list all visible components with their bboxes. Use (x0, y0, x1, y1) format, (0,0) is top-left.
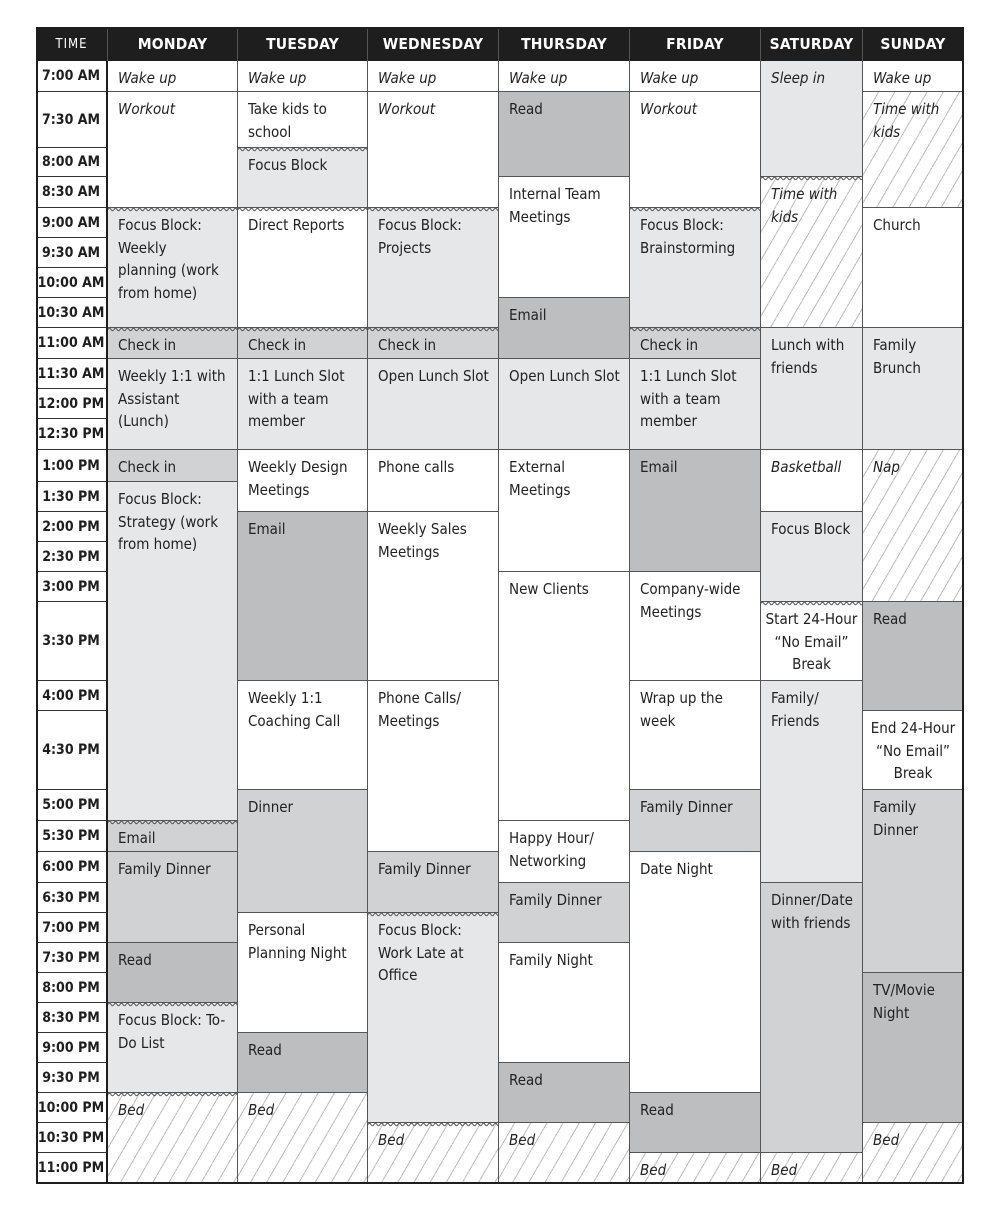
time-label: 8:00 AM (36, 148, 108, 177)
friday-event-date-night (630, 852, 761, 1093)
tuesday-event-direct-reports (238, 208, 368, 328)
thursday-event-bed (499, 1123, 630, 1184)
wavy-divider (368, 208, 498, 212)
time-label: 11:30 AM (36, 359, 108, 389)
time-label: 3:30 PM (36, 602, 108, 681)
event-label: Focus Block (771, 520, 851, 538)
event-label: Email (118, 829, 156, 847)
friday-event-focus-block-brainstorming (630, 208, 761, 328)
wednesday-event-workout (368, 92, 499, 208)
monday-event-check-in-w-team (108, 450, 238, 482)
saturday-event-lunch-with-friends (761, 328, 863, 450)
wavy-divider (238, 208, 367, 212)
event-label: 1:1 Lunch Slot with a team member (640, 367, 737, 430)
time-label: 7:30 PM (36, 943, 108, 973)
event-label: Phone calls (378, 458, 455, 476)
event-label: Family Dinner (509, 891, 602, 909)
wednesday-event-focus-block-work-late-at-office (368, 913, 499, 1123)
event-label: Company-wide Meetings (640, 580, 741, 621)
thursday-event-family-dinner (499, 883, 630, 943)
event-label: Happy Hour/ Networking (509, 829, 594, 870)
event-label: Family Dinner (640, 798, 733, 816)
thursday-event-internal-team-meetings (499, 177, 630, 298)
tuesday-event-check-in-w-team (238, 328, 368, 359)
tuesday-event-email (238, 512, 368, 681)
wavy-divider (108, 208, 237, 212)
event-label: Focus Block: Projects (378, 216, 462, 257)
time-label: 4:30 PM (36, 711, 108, 790)
saturday-event-family-friends (761, 681, 863, 883)
sunday-event-bed (863, 1123, 964, 1184)
event-label: Bed (118, 1101, 145, 1119)
event-label: Wake up (118, 69, 177, 87)
time-label: 2:30 PM (36, 542, 108, 572)
event-label: Family Dinner (873, 798, 919, 839)
event-label: Check in (378, 336, 437, 354)
wavy-divider (108, 328, 237, 332)
saturday-event-focus-block (761, 512, 863, 602)
event-label: Time with kids (873, 100, 940, 141)
time-label: 6:30 PM (36, 883, 108, 913)
monday-event-workout (108, 92, 238, 208)
thursday-event-family-night (499, 943, 630, 1063)
time-label: 9:30 AM (36, 238, 108, 268)
event-label: Dinner (248, 798, 294, 816)
time-label: 11:00 AM (36, 328, 108, 359)
friday-event-bed (630, 1153, 761, 1184)
tuesday-event-1-1-lunch-slot-with-a-team-member (238, 359, 368, 450)
event-label: Read (509, 100, 543, 118)
wednesday-event-phone-calls (368, 450, 499, 512)
wavy-divider (630, 208, 760, 212)
event-label: Check in (118, 458, 177, 476)
event-label: Sleep in (771, 69, 826, 87)
thursday-event-read (499, 1063, 630, 1123)
time-label: 2:00 PM (36, 512, 108, 542)
wavy-divider (761, 602, 862, 606)
time-label: 5:30 PM (36, 821, 108, 852)
wednesday-event-family-dinner (368, 852, 499, 913)
header-wednesday: WEDNESDAY (368, 27, 499, 61)
event-label: Bed (378, 1131, 405, 1149)
friday-event-1-1-lunch-slot-with-a-team-member (630, 359, 761, 450)
time-label: 6:00 PM (36, 852, 108, 883)
friday-event-read (630, 1093, 761, 1153)
header-time: TIME (36, 27, 108, 61)
friday-event-workout (630, 92, 761, 208)
saturday-event-time-with-kids (761, 177, 863, 328)
wavy-divider (630, 328, 760, 332)
tuesday-event-weekly-1-1-coaching-call (238, 681, 368, 790)
event-label: Family/ Friends (771, 689, 820, 730)
time-label: 7:00 PM (36, 913, 108, 943)
event-label: Bed (873, 1131, 900, 1149)
event-label: Bed (248, 1101, 275, 1119)
event-label: Email (248, 520, 286, 538)
header-friday: FRIDAY (630, 27, 761, 61)
wednesday-event-phone-calls-meetings (368, 681, 499, 852)
sunday-event-read (863, 602, 964, 711)
event-label: Focus Block: To-Do List (118, 1011, 226, 1052)
time-label: 4:00 PM (36, 681, 108, 711)
monday-event-focus-block-to-do-list (108, 1003, 238, 1093)
event-label: Family Brunch (873, 336, 921, 377)
thursday-event-email (499, 298, 630, 359)
event-label: Check in (118, 336, 177, 354)
header-tuesday: TUESDAY (238, 27, 368, 61)
event-label: Church (873, 216, 921, 234)
event-label: TV/Movie Night (873, 981, 935, 1022)
wavy-divider (238, 148, 367, 152)
event-label: Check in (640, 336, 699, 354)
header-thursday: THURSDAY (499, 27, 630, 61)
time-label: 1:30 PM (36, 482, 108, 512)
event-label: New Clients (509, 580, 589, 598)
event-label: Basketball (771, 458, 842, 476)
friday-event-wrap-up-the-week (630, 681, 761, 790)
thursday-event-wake-up (499, 61, 630, 92)
sunday-event-nap (863, 450, 964, 602)
event-label: Weekly Sales Meetings (378, 520, 467, 561)
event-label: Focus Block: Strategy (work from home) (118, 490, 219, 553)
thursday-event-new-clients (499, 572, 630, 821)
event-label: Date Night (640, 860, 713, 878)
sunday-event-end-24-hour-no-email-break (863, 711, 964, 790)
sunday-event-tv-movie-night (863, 973, 964, 1123)
event-label: Bed (509, 1131, 536, 1149)
monday-event-focus-block-weekly-planning-work-from-home (108, 208, 238, 328)
event-label: Read (640, 1101, 674, 1119)
monday-event-check-in-w-team (108, 328, 238, 359)
event-label: Phone Calls/ Meetings (378, 689, 461, 730)
event-label: Email (509, 306, 547, 324)
wednesday-event-bed (368, 1123, 499, 1184)
time-label: 9:00 PM (36, 1033, 108, 1063)
event-label: Focus Block: Brainstorming (640, 216, 736, 257)
event-label: Email (640, 458, 678, 476)
wavy-divider (238, 328, 367, 332)
thursday-event-read (499, 92, 630, 177)
sunday-event-wake-up (863, 61, 964, 92)
tuesday-event-bed (238, 1093, 368, 1184)
event-label: Wake up (640, 69, 699, 87)
monday-event-focus-block-strategy-work-from-home (108, 482, 238, 821)
friday-event-company-wide-meetings (630, 572, 761, 681)
event-label: Wrap up the week (640, 689, 723, 730)
tuesday-event-dinner (238, 790, 368, 913)
wavy-divider (108, 821, 237, 825)
thursday-event-external-meetings (499, 450, 630, 572)
time-label: 9:00 AM (36, 208, 108, 238)
wavy-divider (761, 177, 862, 181)
thursday-event-happy-hour-networking (499, 821, 630, 883)
tuesday-event-read (238, 1033, 368, 1093)
monday-event-family-dinner (108, 852, 238, 943)
saturday-event-sleep-in (761, 61, 863, 177)
tuesday-event-personal-planning-night (238, 913, 368, 1033)
time-label: 12:30 PM (36, 419, 108, 450)
event-label: Family Night (509, 951, 593, 969)
tuesday-event-take-kids-to-school (238, 92, 368, 148)
event-label: Time with kids (771, 185, 838, 226)
event-label: Nap (873, 458, 900, 476)
time-label: 12:00 PM (36, 389, 108, 419)
event-label: Focus Block: Work Late at Office (378, 921, 464, 984)
time-label: 8:00 PM (36, 973, 108, 1003)
wednesday-event-check-in-w-team (368, 328, 499, 359)
time-label: 5:00 PM (36, 790, 108, 821)
event-label: Weekly 1:1 with Assistant (Lunch) (118, 367, 226, 430)
time-label: 8:30 AM (36, 177, 108, 208)
event-label: Weekly Design Meetings (248, 458, 348, 499)
event-label: Read (118, 951, 152, 969)
friday-event-wake-up (630, 61, 761, 92)
event-label: Focus Block (248, 156, 328, 174)
event-label: Wake up (509, 69, 568, 87)
sunday-event-family-dinner (863, 790, 964, 973)
thursday-event-open-lunch-slot (499, 359, 630, 450)
event-label: Open Lunch Slot (378, 367, 489, 385)
event-label: Family Dinner (118, 860, 211, 878)
time-label: 10:00 AM (36, 268, 108, 298)
event-label: End 24-Hour “No Email” Break (870, 719, 956, 782)
time-label: 1:00 PM (36, 450, 108, 482)
wednesday-event-focus-block-projects (368, 208, 499, 328)
saturday-event-start-24-hour-no-email-break (761, 602, 863, 681)
event-label: Weekly 1:1 Coaching Call (248, 689, 341, 730)
monday-event-bed (108, 1093, 238, 1184)
time-label: 7:00 AM (36, 61, 108, 92)
time-label: 10:00 PM (36, 1093, 108, 1123)
wavy-divider (108, 1093, 237, 1097)
event-label: Focus Block: Weekly planning (work from home) (118, 216, 219, 302)
monday-event-wake-up (108, 61, 238, 92)
event-label: Check in (248, 336, 307, 354)
wavy-divider (368, 1123, 498, 1127)
event-label: Read (509, 1071, 543, 1089)
time-label: 9:30 PM (36, 1063, 108, 1093)
event-label: Open Lunch Slot (509, 367, 620, 385)
event-label: Family Dinner (378, 860, 471, 878)
time-label: 3:00 PM (36, 572, 108, 602)
event-label: Start 24-Hour “No Email” Break (765, 610, 858, 673)
saturday-event-basketball (761, 450, 863, 512)
monday-event-email (108, 821, 238, 852)
header-sunday: SUNDAY (863, 27, 964, 61)
time-label: 7:30 AM (36, 92, 108, 148)
time-label: 10:30 AM (36, 298, 108, 328)
event-label: Take kids to school (248, 100, 327, 141)
friday-event-check-in-w-team (630, 328, 761, 359)
saturday-event-bed (761, 1153, 863, 1184)
monday-event-read (108, 943, 238, 1003)
wavy-divider (368, 328, 498, 332)
wavy-divider (108, 1003, 237, 1007)
time-label: 8:30 PM (36, 1003, 108, 1033)
friday-event-family-dinner (630, 790, 761, 852)
event-label: Internal Team Meetings (509, 185, 601, 226)
event-label: Personal Planning Night (248, 921, 347, 962)
wednesday-event-open-lunch-slot (368, 359, 499, 450)
sunday-event-time-with-kids (863, 92, 964, 208)
sunday-event-family-brunch (863, 328, 964, 450)
event-label: Bed (771, 1161, 798, 1179)
header-saturday: SATURDAY (761, 27, 863, 61)
wednesday-event-wake-up (368, 61, 499, 92)
header-monday: MONDAY (108, 27, 238, 61)
sunday-event-church (863, 208, 964, 328)
time-label: 11:00 PM (36, 1153, 108, 1184)
event-label: 1:1 Lunch Slot with a team member (248, 367, 345, 430)
event-label: External Meetings (509, 458, 571, 499)
event-label: Read (248, 1041, 282, 1059)
tuesday-event-focus-block (238, 148, 368, 208)
event-label: Dinner/Date with friends (771, 891, 853, 932)
wavy-divider (368, 913, 498, 917)
tuesday-event-wake-up (238, 61, 368, 92)
event-label: Read (873, 610, 907, 628)
event-label: Workout (378, 100, 436, 118)
wednesday-event-weekly-sales-meetings (368, 512, 499, 681)
saturday-event-dinner-date-with-friends (761, 883, 863, 1153)
friday-event-email (630, 450, 761, 572)
event-label: Bed (640, 1161, 667, 1179)
event-label: Wake up (873, 69, 932, 87)
event-label: Wake up (248, 69, 307, 87)
tuesday-event-weekly-design-meetings (238, 450, 368, 512)
event-label: Direct Reports (248, 216, 345, 234)
monday-event-weekly-1-1-with-assistant-lunch (108, 359, 238, 450)
event-label: Workout (640, 100, 698, 118)
time-label: 10:30 PM (36, 1123, 108, 1153)
event-label: Lunch with friends (771, 336, 845, 377)
event-label: Wake up (378, 69, 437, 87)
event-label: Workout (118, 100, 176, 118)
